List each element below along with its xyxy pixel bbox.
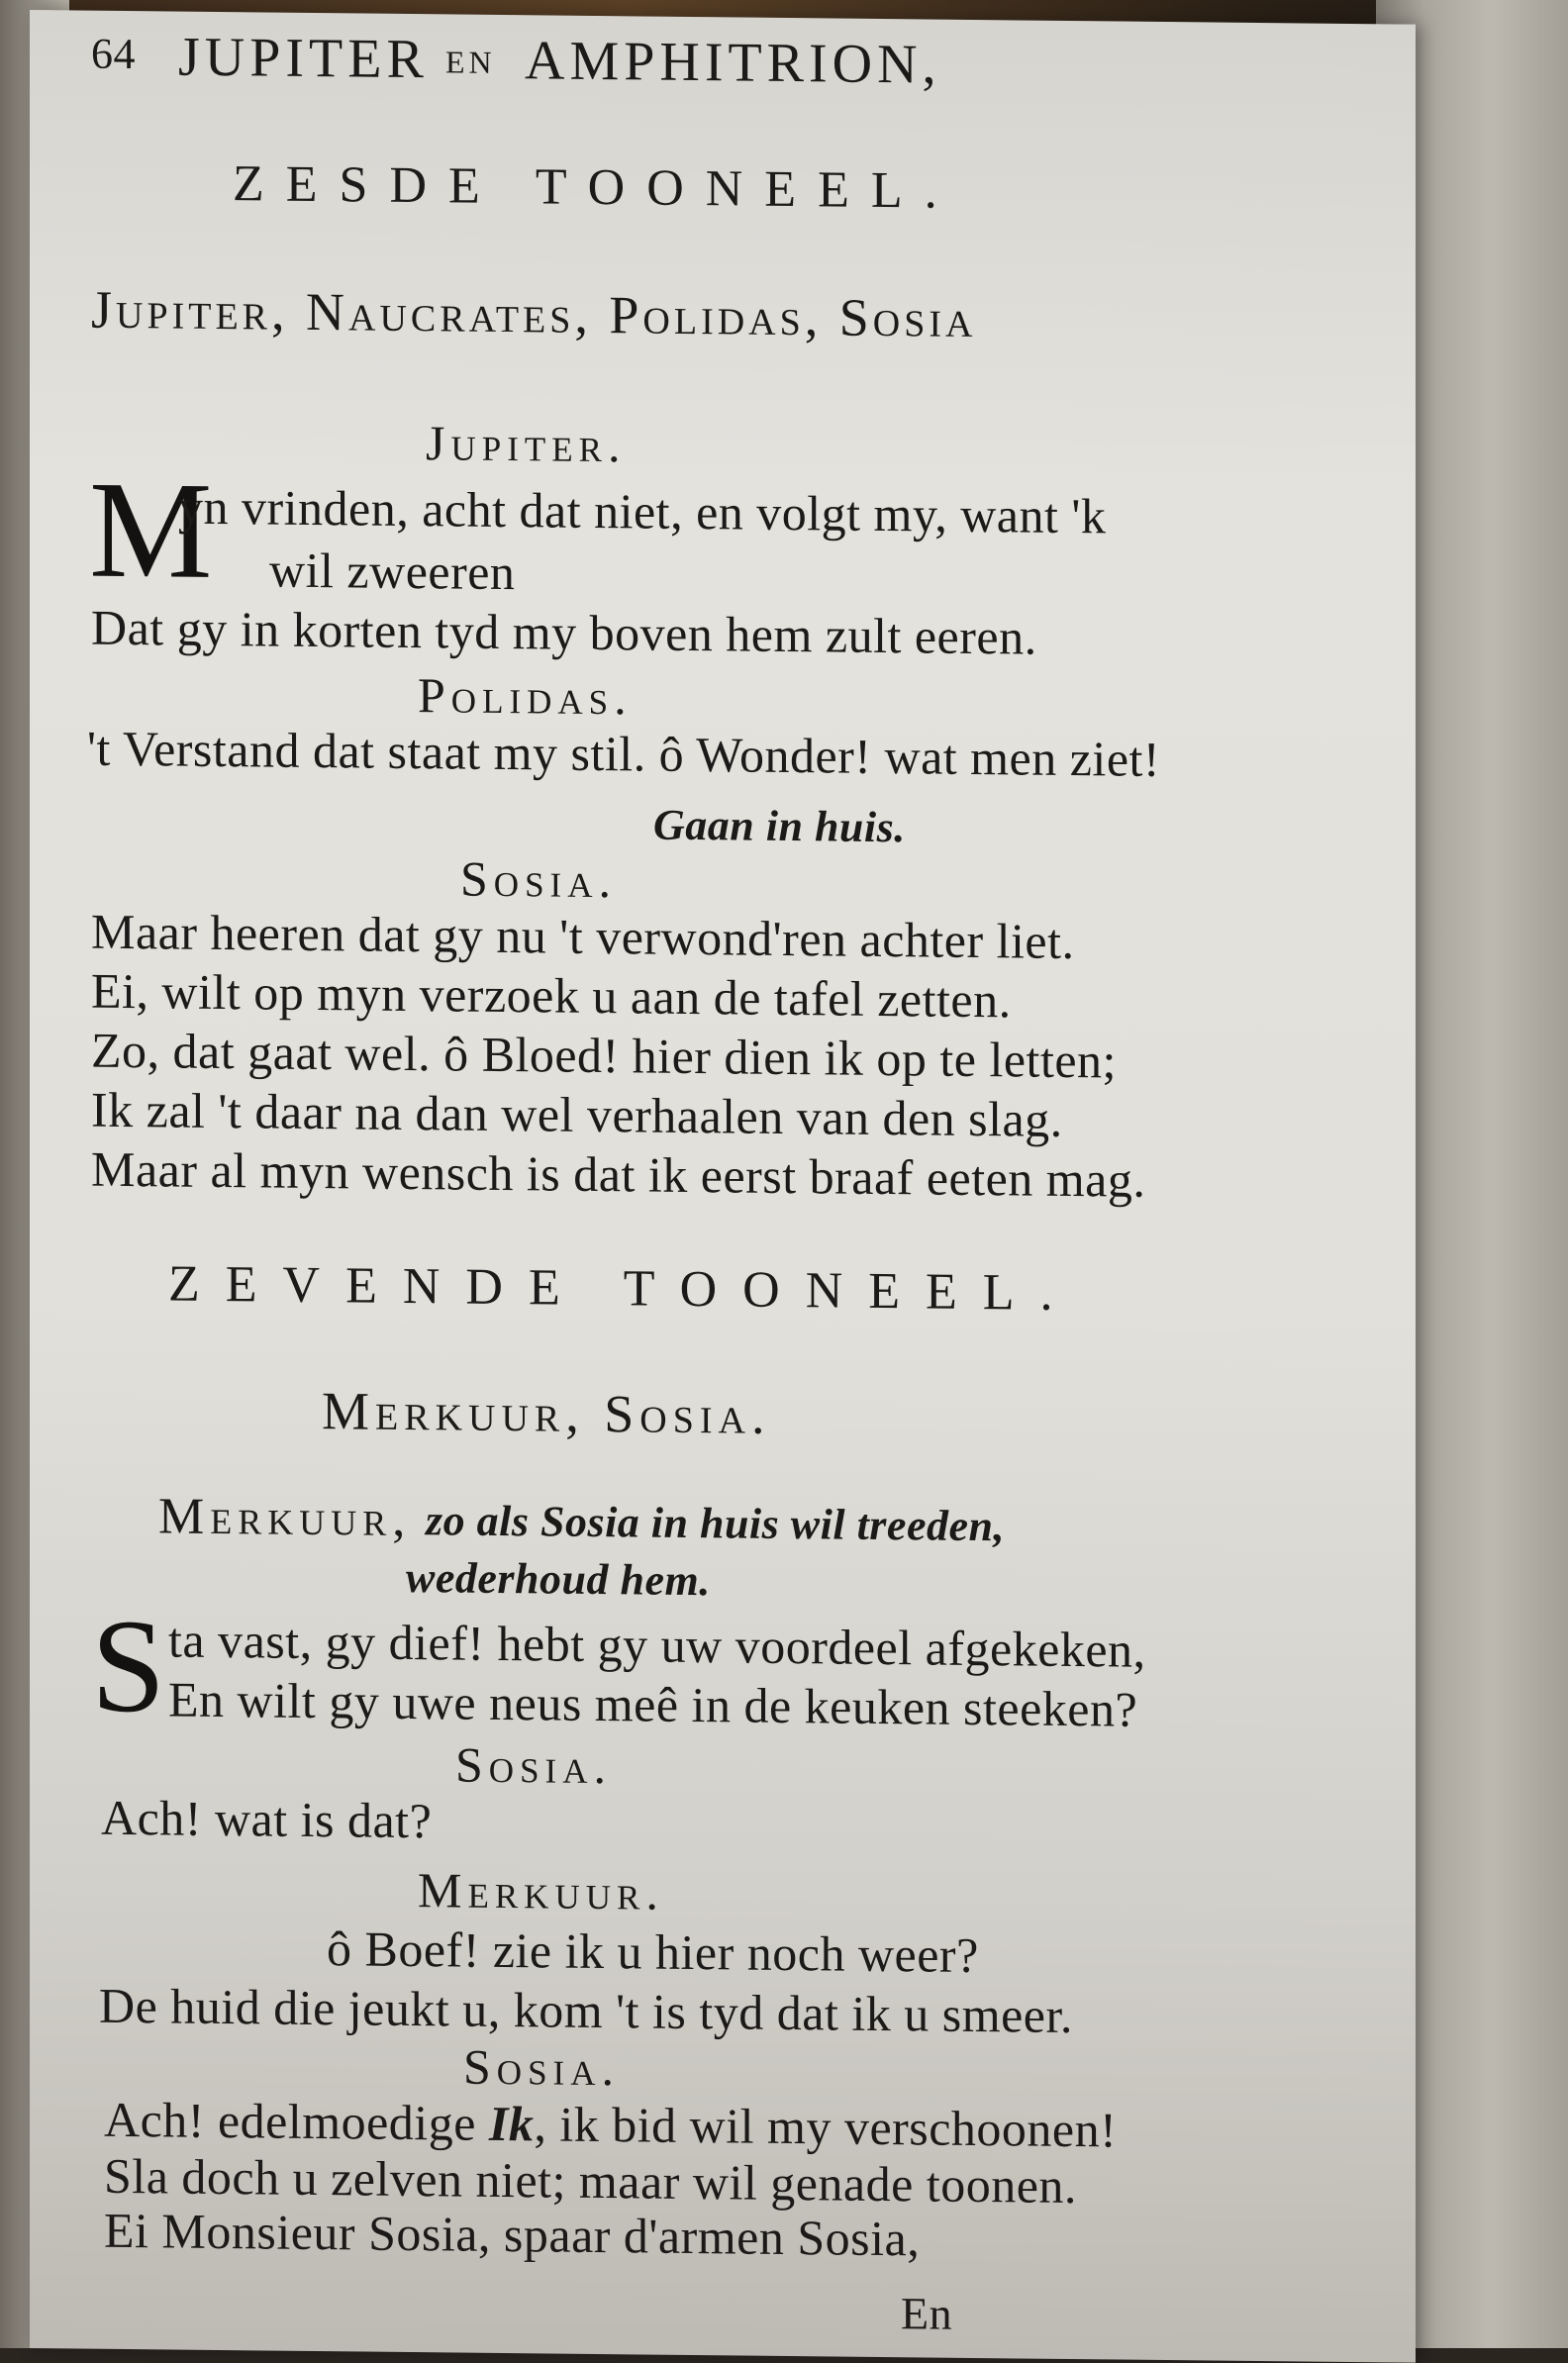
running-title-rest: AMPHITRION, <box>525 30 941 96</box>
verse-line: wil zweeren <box>269 542 516 601</box>
verse-line: Ach! wat is dat? <box>101 1789 433 1849</box>
verse-line: Sla doch u zelven niet; maar wil genade toonen. <box>104 2147 1077 2215</box>
verse-line: Ik zal 't daar na dan wel verhaalen van den slag. <box>91 1081 1063 1147</box>
page-content <box>30 10 1416 2363</box>
verse-line: Ei, wilt op myn verzoek u aan de tafel zetten. <box>91 962 1012 1029</box>
speaker-name: Merkuur, <box>158 1488 412 1548</box>
verse-fragment: , ik bid wil my verschoonen! <box>534 2096 1118 2158</box>
verse-line <box>104 2091 1118 2158</box>
scene-heading: ZESDE TOONEEL. <box>233 155 959 220</box>
catchword: En <box>901 2288 953 2339</box>
verse-line: yn vrinden, acht dat niet, en volgt my, want 'k <box>178 478 1107 544</box>
drop-cap: M <box>89 452 213 608</box>
page-number: 64 <box>91 29 136 79</box>
scene-heading: ZEVENDE TOONEEL. <box>168 1255 1079 1323</box>
verse-line: Dat gy in korten tyd my boven hem zult eeren. <box>91 599 1037 665</box>
verse-line: En wilt gy uwe neus meê in de keuken steeken? <box>168 1671 1138 1737</box>
speaker-name: Sosia. <box>455 1736 612 1795</box>
speaker-name: Jupiter. <box>426 415 627 473</box>
running-title-conjunction: EN <box>445 44 496 80</box>
verse-line: ta vast, gy dief! hebt gy uw voordeel afgekeken, <box>168 1612 1146 1678</box>
verse-line: Ei Monsieur Sosia, spaar d'armen Sosia, <box>104 2202 921 2267</box>
speaker-name: Merkuur. <box>418 1862 664 1920</box>
verse-line: Maar heeren dat gy nu 't verwond'ren achter liet. <box>91 903 1075 970</box>
stage-direction: wederhoud hem. <box>406 1552 711 1606</box>
verse-line: Maar al myn wensch is dat ik eerst braaf eeten mag. <box>91 1140 1146 1208</box>
cast-list: Merkuur, Sosia. <box>322 1381 771 1445</box>
verse-line: De huid die jeukt u, kom 't is tyd dat ik u smeer. <box>99 1977 1073 2044</box>
verse-line: Zo, dat gaat wel. ô Bloed! hier dien ik op te letten; <box>91 1022 1117 1089</box>
cast-list: Jupiter, Naucrates, Polidas, Sosia <box>91 279 977 349</box>
speaker-name: Sosia. <box>460 850 617 909</box>
verse-fragment-italic: Ik <box>488 2095 535 2152</box>
speaker-name: Polidas. <box>418 667 633 726</box>
running-title: JUPITER <box>178 26 429 91</box>
drop-cap: S <box>91 1592 166 1741</box>
book-page <box>30 10 1416 2363</box>
verse-fragment: Ach! edelmoedige <box>104 2091 489 2151</box>
stage-direction: Gaan in huis. <box>653 800 906 852</box>
verse-line: 't Verstand dat staat my stil. ô Wonder! wat men ziet! <box>87 720 1161 787</box>
stage-direction: zo als Sosia in huis wil treeden, <box>426 1496 1005 1551</box>
verse-line: ô Boef! zie ik u hier noch weer? <box>327 1920 979 1984</box>
speaker-name: Sosia. <box>463 2038 620 2097</box>
